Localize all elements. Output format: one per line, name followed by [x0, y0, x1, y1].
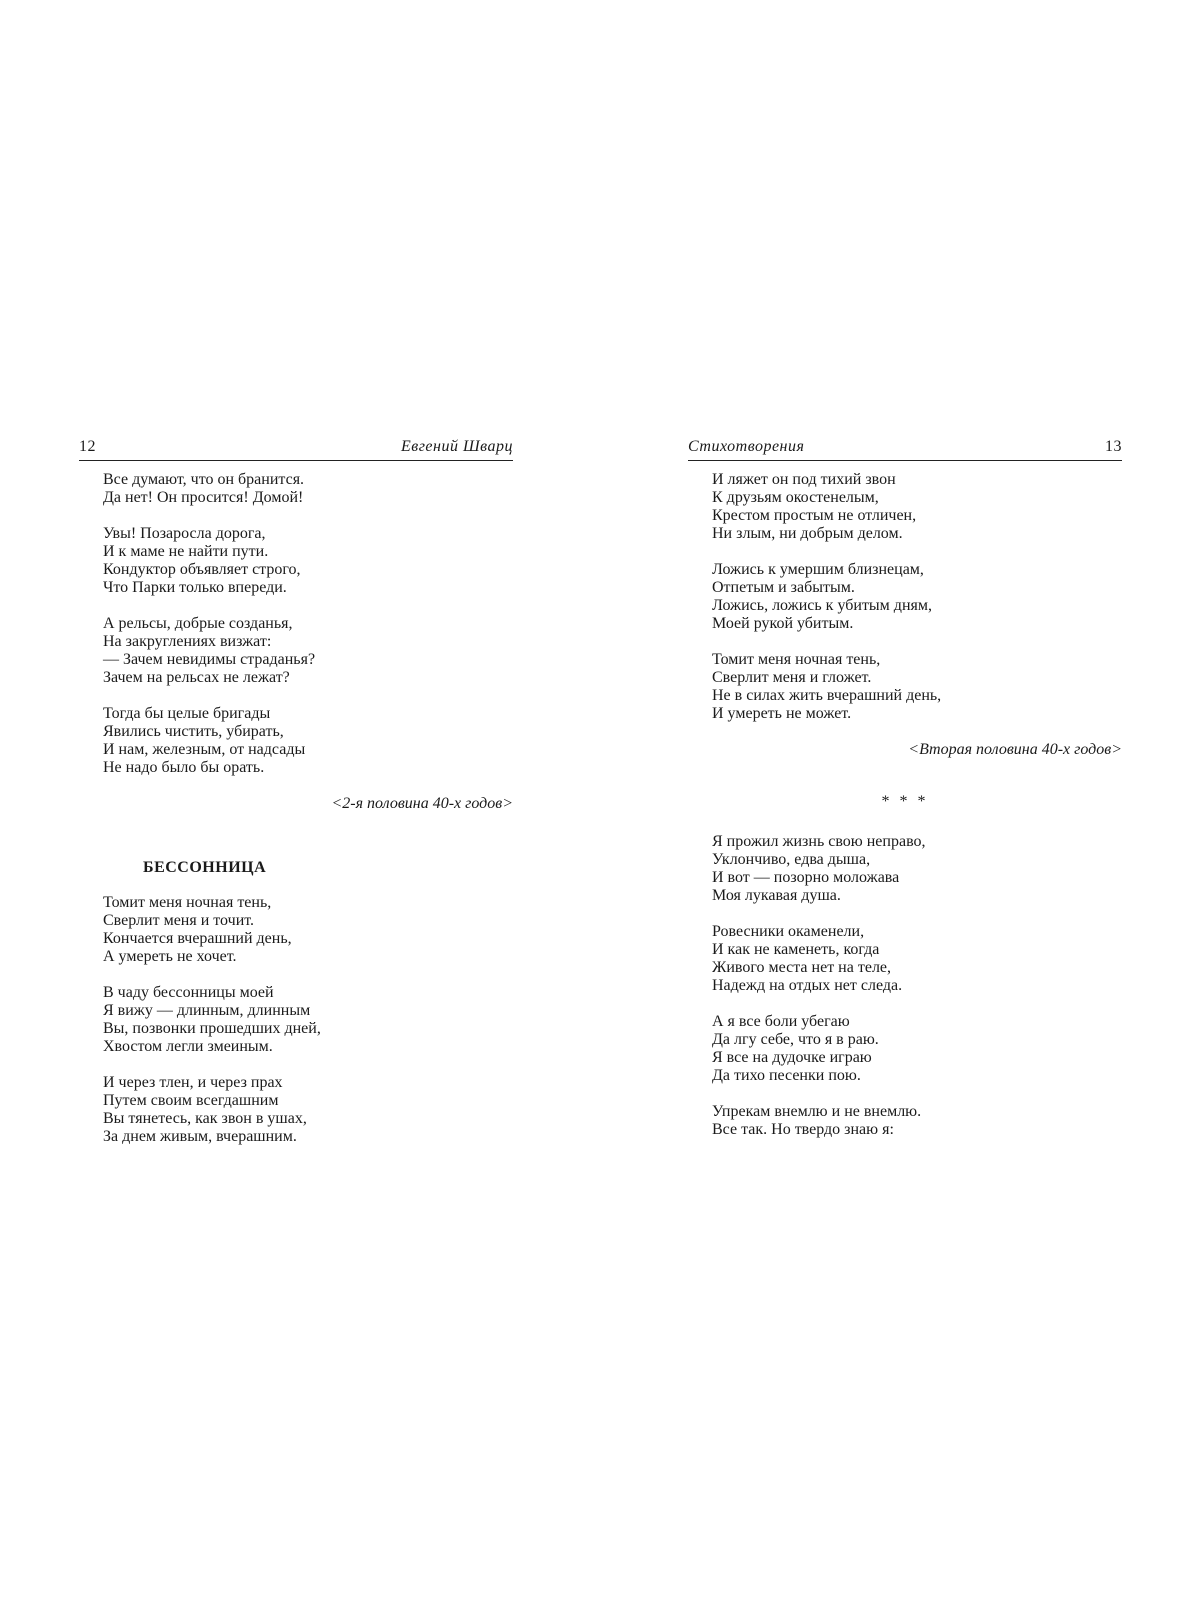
verse-line: — Зачем невидимы страданья? [103, 651, 316, 668]
verse-line: Моей рукой убитым. [712, 615, 854, 632]
stanza [712, 1013, 1122, 1085]
poem-insomnia-continuation [712, 471, 1122, 723]
verse-line: Томит меня ночная тень, [103, 894, 272, 911]
verse-line: Уклончиво, едва дыша, [712, 851, 871, 868]
left-running-title: Евгений Шварц [400, 438, 513, 455]
verse-line: За днем живым, вчерашним. [103, 1128, 297, 1145]
verse-line: И к маме не найти пути. [103, 543, 269, 560]
stanza [103, 471, 513, 507]
stanza [103, 615, 513, 687]
verse-line: Хвостом легли змеиным. [103, 1038, 273, 1055]
verse-line: Путем своим всегдашним [103, 1092, 279, 1109]
verse-line: В чаду бессонницы моей [103, 984, 274, 1001]
asterism-separator: * * * [881, 793, 929, 810]
verse-line: Не в силах жить вчерашний день, [712, 687, 942, 704]
verse-line: Кончается вчерашний день, [103, 930, 292, 947]
verse-line: Сверлит меня и точит. [103, 912, 255, 929]
verse-line: Вы, позвонки прошедших дней, [103, 1020, 321, 1037]
verse-line: Я все на дудочке играю [712, 1049, 872, 1066]
verse-line: На закруглениях визжат: [103, 633, 272, 650]
stanza [103, 1074, 513, 1146]
stanza [712, 923, 1122, 995]
verse-line: Да лгу себе, что я в раю. [712, 1031, 879, 1048]
verse-line: И нам, железным, от надсады [103, 741, 306, 758]
verse-line: Ложись, ложись к убитым дням, [712, 597, 932, 614]
verse-line: Моя лукавая душа. [712, 887, 841, 904]
verse-line: И умереть не может. [712, 705, 852, 722]
right-running-head [688, 430, 1122, 461]
verse-line: Отпетым и забытым. [712, 579, 855, 596]
stanza [712, 1103, 1122, 1139]
verse-line: Томит меня ночная тень, [712, 651, 881, 668]
verse-line: Я прожил жизнь свою неправо, [712, 833, 926, 850]
verse-line: К друзьям окостенелым, [712, 489, 879, 506]
stanza [712, 651, 1122, 723]
verse-line: Ровесники окаменели, [712, 923, 865, 940]
right-page-number: 13 [1105, 438, 1122, 455]
poem-untitled [712, 833, 1122, 1139]
poem-title: БЕССОННИЦА [143, 859, 267, 876]
right-page [688, 430, 1122, 1157]
verse-line: И как не каменеть, когда [712, 941, 880, 958]
verse-line: Надежд на отдых нет следа. [712, 977, 903, 994]
left-page-number: 12 [79, 438, 96, 455]
verse-line: Не надо было бы орать. [103, 759, 265, 776]
verse-line: Кондуктор объявляет строго, [103, 561, 301, 578]
verse-line: И ляжет он под тихий звон [712, 471, 896, 488]
stanza [103, 984, 513, 1056]
right-running-title: Стихотворения [688, 438, 805, 455]
right-page-body [688, 461, 1122, 1139]
poem-insomnia [103, 894, 513, 1146]
verse-line: А я все боли убегаю [712, 1013, 850, 1030]
poem-date: <2-я половина 40-х годов> [331, 795, 513, 812]
verse-line: Да нет! Он просится! Домой! [103, 489, 304, 506]
verse-line: Ложись к умершим близнецам, [712, 561, 924, 578]
stanza [712, 471, 1122, 543]
stanza [103, 525, 513, 597]
verse-line: А умереть не хочет. [103, 948, 237, 965]
verse-line: Что Парки только впереди. [103, 579, 287, 596]
verse-line: Да тихо песенки пою. [712, 1067, 861, 1084]
verse-line: Все так. Но твердо знаю я: [712, 1121, 894, 1138]
verse-line: И вот — позорно моложава [712, 869, 900, 886]
verse-line: Явились чистить, убирать, [103, 723, 284, 740]
verse-line: Все думают, что он бранится. [103, 471, 305, 488]
verse-line: Сверлит меня и гложет. [712, 669, 872, 686]
left-page-body [79, 461, 513, 1146]
verse-line: Вы тянетесь, как звон в ушах, [103, 1110, 307, 1127]
verse-line: Ни злым, ни добрым делом. [712, 525, 903, 542]
verse-line: И через тлен, и через прах [103, 1074, 283, 1091]
left-page [79, 430, 513, 1164]
poem-continuation [103, 471, 513, 777]
verse-line: Зачем на рельсах не лежат? [103, 669, 290, 686]
verse-line: Тогда бы целые бригады [103, 705, 271, 722]
stanza [103, 705, 513, 777]
verse-line: Крестом простым не отличен, [712, 507, 917, 524]
stanza [103, 894, 513, 966]
left-running-head [79, 430, 513, 461]
verse-line: Живого места нет на теле, [712, 959, 892, 976]
stanza [712, 833, 1122, 905]
verse-line: Упрекам внемлю и не внемлю. [712, 1103, 922, 1120]
verse-line: Я вижу — длинным, длинным [103, 1002, 311, 1019]
stanza [712, 561, 1122, 633]
poem-date: <Вторая половина 40-х годов> [908, 741, 1122, 758]
verse-line: А рельсы, добрые созданья, [103, 615, 293, 632]
verse-line: Увы! Позаросла дорога, [103, 525, 266, 542]
